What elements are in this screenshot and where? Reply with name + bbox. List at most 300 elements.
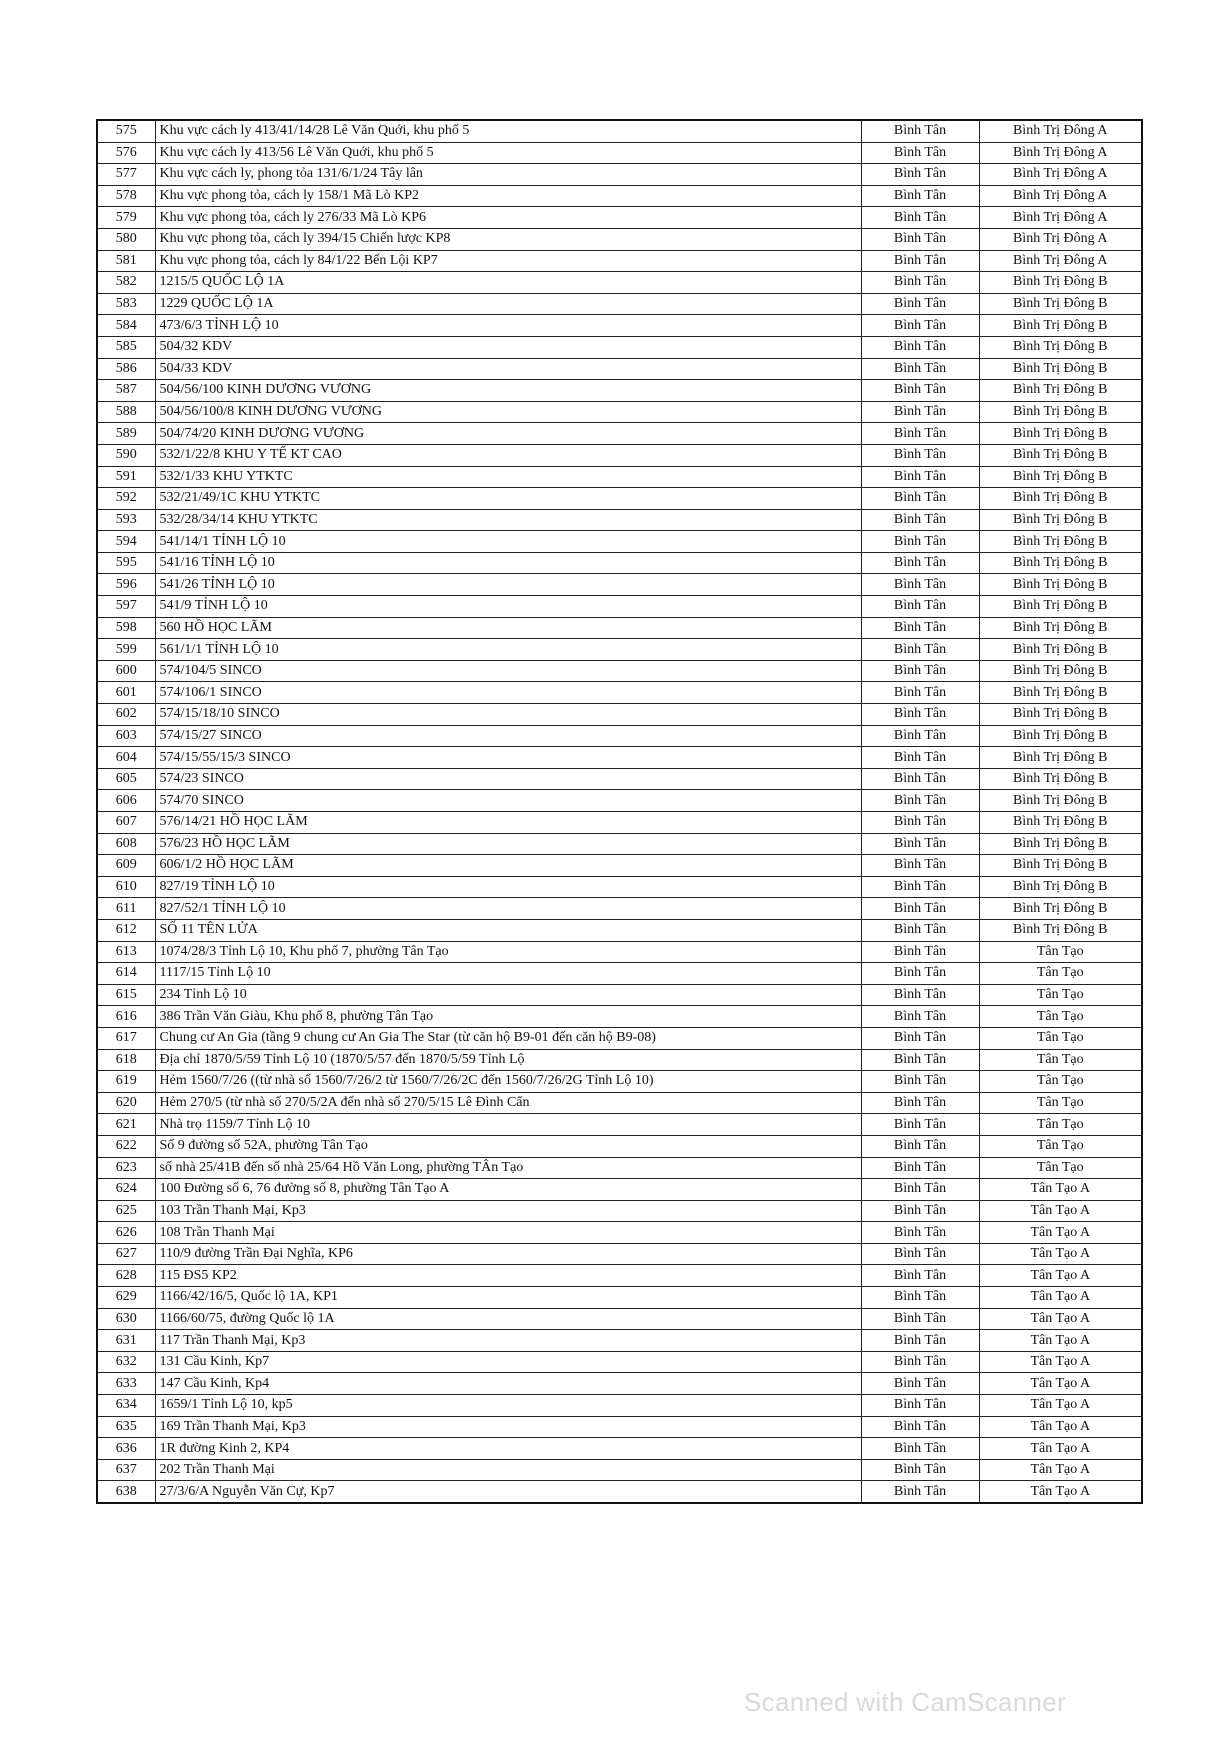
district-cell: Bình Tân bbox=[861, 963, 979, 985]
address-cell: 110/9 đường Trần Đại Nghĩa, KP6 bbox=[155, 1243, 861, 1265]
ward-cell: Bình Trị Đông B bbox=[979, 855, 1142, 877]
table-row bbox=[97, 272, 1142, 294]
ward-cell: Bình Trị Đông B bbox=[979, 790, 1142, 812]
ward-cell: Tân Tạo bbox=[979, 1006, 1142, 1028]
table-row bbox=[97, 293, 1142, 315]
ward-cell: Tân Tạo bbox=[979, 1049, 1142, 1071]
row-number-cell: 620 bbox=[97, 1092, 155, 1114]
ward-cell: Bình Trị Đông B bbox=[979, 876, 1142, 898]
table-row bbox=[97, 682, 1142, 704]
address-cell: 574/106/1 SINCO bbox=[155, 682, 861, 704]
row-number-cell: 589 bbox=[97, 423, 155, 445]
district-cell: Bình Tân bbox=[861, 207, 979, 229]
district-cell: Bình Tân bbox=[861, 444, 979, 466]
district-cell: Bình Tân bbox=[861, 164, 979, 186]
district-cell: Bình Tân bbox=[861, 855, 979, 877]
address-cell: 574/23 SINCO bbox=[155, 768, 861, 790]
district-cell: Bình Tân bbox=[861, 639, 979, 661]
ward-cell: Tân Tạo bbox=[979, 963, 1142, 985]
district-cell: Bình Tân bbox=[861, 1179, 979, 1201]
table-row bbox=[97, 1135, 1142, 1157]
address-cell: 1R đường Kinh 2, KP4 bbox=[155, 1438, 861, 1460]
row-number-cell: 607 bbox=[97, 812, 155, 834]
row-number-cell: 617 bbox=[97, 1027, 155, 1049]
table-row bbox=[97, 639, 1142, 661]
table-row bbox=[97, 898, 1142, 920]
address-cell: 504/56/100 KINH DƯƠNG VƯƠNG bbox=[155, 380, 861, 402]
table-row bbox=[97, 552, 1142, 574]
district-cell: Bình Tân bbox=[861, 466, 979, 488]
address-cell: 27/3/6/A Nguyễn Văn Cự, Kp7 bbox=[155, 1481, 861, 1503]
table-row bbox=[97, 984, 1142, 1006]
ward-cell: Tân Tạo bbox=[979, 1027, 1142, 1049]
ward-cell: Tân Tạo A bbox=[979, 1265, 1142, 1287]
row-number-cell: 611 bbox=[97, 898, 155, 920]
district-cell: Bình Tân bbox=[861, 833, 979, 855]
ward-cell: Bình Trị Đông B bbox=[979, 704, 1142, 726]
address-cell: 576/14/21 HỒ HỌC LÃM bbox=[155, 812, 861, 834]
row-number-cell: 609 bbox=[97, 855, 155, 877]
address-cell: 541/26 TỈNH LỘ 10 bbox=[155, 574, 861, 596]
district-cell: Bình Tân bbox=[861, 1027, 979, 1049]
ward-cell: Bình Trị Đông B bbox=[979, 531, 1142, 553]
address-cell: 117 Trần Thanh Mại, Kp3 bbox=[155, 1330, 861, 1352]
table-row bbox=[97, 1092, 1142, 1114]
address-cell: SỐ 11 TÊN LỬA bbox=[155, 919, 861, 941]
table-row bbox=[97, 380, 1142, 402]
row-number-cell: 638 bbox=[97, 1481, 155, 1503]
table-row bbox=[97, 228, 1142, 250]
district-cell: Bình Tân bbox=[861, 401, 979, 423]
table-body bbox=[97, 120, 1142, 1503]
address-cell: Hẻm 1560/7/26 ((từ nhà số 1560/7/26/2 từ 1560/7/26/2C đến 1560/7/26/2G Tỉnh Lộ 10) bbox=[155, 1071, 861, 1093]
district-cell: Bình Tân bbox=[861, 1092, 979, 1114]
table-row bbox=[97, 1330, 1142, 1352]
address-cell: Số 9 đường số 52A, phường Tân Tạo bbox=[155, 1135, 861, 1157]
ward-cell: Tân Tạo A bbox=[979, 1416, 1142, 1438]
district-cell: Bình Tân bbox=[861, 898, 979, 920]
district-cell: Bình Tân bbox=[861, 509, 979, 531]
table-row bbox=[97, 1481, 1142, 1503]
district-cell: Bình Tân bbox=[861, 228, 979, 250]
row-number-cell: 637 bbox=[97, 1459, 155, 1481]
ward-cell: Tân Tạo A bbox=[979, 1438, 1142, 1460]
address-cell: 574/15/27 SINCO bbox=[155, 725, 861, 747]
district-cell: Bình Tân bbox=[861, 617, 979, 639]
district-cell: Bình Tân bbox=[861, 876, 979, 898]
district-cell: Bình Tân bbox=[861, 1049, 979, 1071]
district-cell: Bình Tân bbox=[861, 1416, 979, 1438]
ward-cell: Bình Trị Đông A bbox=[979, 164, 1142, 186]
ward-cell: Tân Tạo A bbox=[979, 1287, 1142, 1309]
ward-cell: Tân Tạo bbox=[979, 1092, 1142, 1114]
table-row bbox=[97, 1071, 1142, 1093]
table-row bbox=[97, 1308, 1142, 1330]
table-row bbox=[97, 164, 1142, 186]
row-number-cell: 594 bbox=[97, 531, 155, 553]
district-cell: Bình Tân bbox=[861, 704, 979, 726]
address-cell: 1117/15 Tỉnh Lộ 10 bbox=[155, 963, 861, 985]
table-row bbox=[97, 358, 1142, 380]
table-row bbox=[97, 1459, 1142, 1481]
district-cell: Bình Tân bbox=[861, 1200, 979, 1222]
row-number-cell: 599 bbox=[97, 639, 155, 661]
address-cell: Khu vực cách ly, phong tỏa 131/6/1/24 Tây lân bbox=[155, 164, 861, 186]
table-row bbox=[97, 1351, 1142, 1373]
district-cell: Bình Tân bbox=[861, 812, 979, 834]
district-cell: Bình Tân bbox=[861, 1287, 979, 1309]
row-number-cell: 581 bbox=[97, 250, 155, 272]
table-row bbox=[97, 919, 1142, 941]
ward-cell: Bình Trị Đông B bbox=[979, 639, 1142, 661]
address-cell: Khu vực cách ly 413/41/14/28 Lê Văn Quới, khu phố 5 bbox=[155, 120, 861, 142]
table-row bbox=[97, 660, 1142, 682]
ward-cell: Bình Trị Đông B bbox=[979, 812, 1142, 834]
table-row bbox=[97, 812, 1142, 834]
district-cell: Bình Tân bbox=[861, 293, 979, 315]
ward-cell: Tân Tạo bbox=[979, 941, 1142, 963]
address-cell: 541/14/1 TỈNH LỘ 10 bbox=[155, 531, 861, 553]
row-number-cell: 633 bbox=[97, 1373, 155, 1395]
district-cell: Bình Tân bbox=[861, 531, 979, 553]
row-number-cell: 603 bbox=[97, 725, 155, 747]
address-cell: 541/9 TỈNH LỘ 10 bbox=[155, 596, 861, 618]
address-cell: 504/33 KDV bbox=[155, 358, 861, 380]
row-number-cell: 610 bbox=[97, 876, 155, 898]
address-cell: 541/16 TỈNH LỘ 10 bbox=[155, 552, 861, 574]
address-cell: 202 Trần Thanh Mại bbox=[155, 1459, 861, 1481]
table-row bbox=[97, 1027, 1142, 1049]
ward-cell: Bình Trị Đông B bbox=[979, 272, 1142, 294]
row-number-cell: 618 bbox=[97, 1049, 155, 1071]
table-row bbox=[97, 1114, 1142, 1136]
row-number-cell: 608 bbox=[97, 833, 155, 855]
row-number-cell: 597 bbox=[97, 596, 155, 618]
row-number-cell: 595 bbox=[97, 552, 155, 574]
table-row bbox=[97, 1222, 1142, 1244]
table-row bbox=[97, 768, 1142, 790]
address-cell: 827/52/1 TỈNH LỘ 10 bbox=[155, 898, 861, 920]
row-number-cell: 598 bbox=[97, 617, 155, 639]
district-cell: Bình Tân bbox=[861, 1114, 979, 1136]
district-cell: Bình Tân bbox=[861, 1135, 979, 1157]
address-cell: 147 Cầu Kinh, Kp4 bbox=[155, 1373, 861, 1395]
district-cell: Bình Tân bbox=[861, 488, 979, 510]
row-number-cell: 586 bbox=[97, 358, 155, 380]
table-row bbox=[97, 833, 1142, 855]
district-cell: Bình Tân bbox=[861, 1222, 979, 1244]
address-cell: 1659/1 Tỉnh Lộ 10, kp5 bbox=[155, 1395, 861, 1417]
row-number-cell: 587 bbox=[97, 380, 155, 402]
table-row bbox=[97, 1006, 1142, 1028]
row-number-cell: 626 bbox=[97, 1222, 155, 1244]
district-cell: Bình Tân bbox=[861, 1006, 979, 1028]
address-cell: 606/1/2 HỒ HỌC LÃM bbox=[155, 855, 861, 877]
ward-cell: Tân Tạo A bbox=[979, 1481, 1142, 1503]
ward-cell: Tân Tạo A bbox=[979, 1351, 1142, 1373]
row-number-cell: 627 bbox=[97, 1243, 155, 1265]
row-number-cell: 612 bbox=[97, 919, 155, 941]
row-number-cell: 590 bbox=[97, 444, 155, 466]
ward-cell: Bình Trị Đông B bbox=[979, 617, 1142, 639]
district-cell: Bình Tân bbox=[861, 120, 979, 142]
district-cell: Bình Tân bbox=[861, 984, 979, 1006]
ward-cell: Bình Trị Đông A bbox=[979, 250, 1142, 272]
address-cell: Khu vực phong tỏa, cách ly 394/15 Chiến lược KP8 bbox=[155, 228, 861, 250]
row-number-cell: 592 bbox=[97, 488, 155, 510]
row-number-cell: 629 bbox=[97, 1287, 155, 1309]
address-cell: 504/74/20 KINH DƯƠNG VƯƠNG bbox=[155, 423, 861, 445]
address-cell: 574/15/18/10 SINCO bbox=[155, 704, 861, 726]
ward-cell: Bình Trị Đông B bbox=[979, 919, 1142, 941]
address-cell: Địa chỉ 1870/5/59 Tỉnh Lộ 10 (1870/5/57 đến 1870/5/59 Tỉnh Lộ bbox=[155, 1049, 861, 1071]
district-cell: Bình Tân bbox=[861, 747, 979, 769]
row-number-cell: 628 bbox=[97, 1265, 155, 1287]
camscanner-watermark: Scanned with CamScanner bbox=[744, 1687, 1066, 1717]
table-row bbox=[97, 1179, 1142, 1201]
row-number-cell: 602 bbox=[97, 704, 155, 726]
table-row bbox=[97, 876, 1142, 898]
row-number-cell: 632 bbox=[97, 1351, 155, 1373]
district-cell: Bình Tân bbox=[861, 1459, 979, 1481]
table-row bbox=[97, 207, 1142, 229]
address-cell: 1166/60/75, đường Quốc lộ 1A bbox=[155, 1308, 861, 1330]
ward-cell: Tân Tạo bbox=[979, 1157, 1142, 1179]
address-cell: 115 ĐS5 KP2 bbox=[155, 1265, 861, 1287]
address-cell: 576/23 HỒ HỌC LÃM bbox=[155, 833, 861, 855]
ward-cell: Tân Tạo A bbox=[979, 1243, 1142, 1265]
table-row bbox=[97, 963, 1142, 985]
row-number-cell: 578 bbox=[97, 185, 155, 207]
table-row bbox=[97, 1395, 1142, 1417]
table-row bbox=[97, 1265, 1142, 1287]
district-cell: Bình Tân bbox=[861, 596, 979, 618]
ward-cell: Bình Trị Đông B bbox=[979, 660, 1142, 682]
address-cell: 561/1/1 TỈNH LỘ 10 bbox=[155, 639, 861, 661]
address-cell: 234 Tỉnh Lộ 10 bbox=[155, 984, 861, 1006]
ward-cell: Tân Tạo A bbox=[979, 1222, 1142, 1244]
ward-cell: Bình Trị Đông B bbox=[979, 466, 1142, 488]
row-number-cell: 615 bbox=[97, 984, 155, 1006]
table-row bbox=[97, 596, 1142, 618]
ward-cell: Bình Trị Đông A bbox=[979, 142, 1142, 164]
address-cell: 504/32 KDV bbox=[155, 336, 861, 358]
ward-cell: Bình Trị Đông B bbox=[979, 336, 1142, 358]
row-number-cell: 621 bbox=[97, 1114, 155, 1136]
row-number-cell: 593 bbox=[97, 509, 155, 531]
table-row bbox=[97, 488, 1142, 510]
ward-cell: Bình Trị Đông A bbox=[979, 228, 1142, 250]
address-cell: Nhà trọ 1159/7 Tỉnh Lộ 10 bbox=[155, 1114, 861, 1136]
row-number-cell: 604 bbox=[97, 747, 155, 769]
row-number-cell: 619 bbox=[97, 1071, 155, 1093]
ward-cell: Tân Tạo A bbox=[979, 1330, 1142, 1352]
row-number-cell: 634 bbox=[97, 1395, 155, 1417]
address-cell: 1229 QUỐC LỘ 1A bbox=[155, 293, 861, 315]
row-number-cell: 636 bbox=[97, 1438, 155, 1460]
ward-cell: Tân Tạo bbox=[979, 984, 1142, 1006]
ward-cell: Tân Tạo A bbox=[979, 1179, 1142, 1201]
ward-cell: Bình Trị Đông B bbox=[979, 898, 1142, 920]
table-row bbox=[97, 1243, 1142, 1265]
row-number-cell: 575 bbox=[97, 120, 155, 142]
ward-cell: Bình Trị Đông B bbox=[979, 747, 1142, 769]
district-cell: Bình Tân bbox=[861, 790, 979, 812]
table-row bbox=[97, 444, 1142, 466]
ward-cell: Bình Trị Đông B bbox=[979, 682, 1142, 704]
district-cell: Bình Tân bbox=[861, 552, 979, 574]
address-cell: số nhà 25/41B đến số nhà 25/64 Hồ Văn Long, phường TÂn Tạo bbox=[155, 1157, 861, 1179]
table-row bbox=[97, 401, 1142, 423]
table-row bbox=[97, 574, 1142, 596]
address-cell: Chung cư An Gia (tầng 9 chung cư An Gia The Star (từ căn hộ B9-01 đến căn hộ B9-08) bbox=[155, 1027, 861, 1049]
row-number-cell: 591 bbox=[97, 466, 155, 488]
address-cell: 532/21/49/1C KHU YTKTC bbox=[155, 488, 861, 510]
ward-cell: Bình Trị Đông B bbox=[979, 488, 1142, 510]
ward-cell: Tân Tạo A bbox=[979, 1373, 1142, 1395]
row-number-cell: 613 bbox=[97, 941, 155, 963]
ward-cell: Bình Trị Đông B bbox=[979, 509, 1142, 531]
ward-cell: Bình Trị Đông B bbox=[979, 552, 1142, 574]
address-cell: 386 Trần Văn Giàu, Khu phố 8, phường Tân Tạo bbox=[155, 1006, 861, 1028]
row-number-cell: 576 bbox=[97, 142, 155, 164]
ward-cell: Bình Trị Đông A bbox=[979, 207, 1142, 229]
row-number-cell: 584 bbox=[97, 315, 155, 337]
table-row bbox=[97, 1438, 1142, 1460]
address-cell: 574/70 SINCO bbox=[155, 790, 861, 812]
ward-cell: Tân Tạo bbox=[979, 1071, 1142, 1093]
district-cell: Bình Tân bbox=[861, 1157, 979, 1179]
address-cell: 131 Cầu Kinh, Kp7 bbox=[155, 1351, 861, 1373]
table-row bbox=[97, 855, 1142, 877]
address-cell: 100 Đường số 6, 76 đường số 8, phường Tân Tạo A bbox=[155, 1179, 861, 1201]
row-number-cell: 583 bbox=[97, 293, 155, 315]
ward-cell: Bình Trị Đông A bbox=[979, 120, 1142, 142]
ward-cell: Bình Trị Đông A bbox=[979, 185, 1142, 207]
address-cell: 532/28/34/14 KHU YTKTC bbox=[155, 509, 861, 531]
row-number-cell: 623 bbox=[97, 1157, 155, 1179]
row-number-cell: 585 bbox=[97, 336, 155, 358]
ward-cell: Bình Trị Đông B bbox=[979, 293, 1142, 315]
ward-cell: Bình Trị Đông B bbox=[979, 768, 1142, 790]
row-number-cell: 635 bbox=[97, 1416, 155, 1438]
table-row bbox=[97, 1200, 1142, 1222]
table-row bbox=[97, 790, 1142, 812]
row-number-cell: 601 bbox=[97, 682, 155, 704]
table-row bbox=[97, 1287, 1142, 1309]
table-row bbox=[97, 617, 1142, 639]
district-cell: Bình Tân bbox=[861, 336, 979, 358]
address-cell: 574/15/55/15/3 SINCO bbox=[155, 747, 861, 769]
row-number-cell: 580 bbox=[97, 228, 155, 250]
ward-cell: Bình Trị Đông B bbox=[979, 401, 1142, 423]
row-number-cell: 616 bbox=[97, 1006, 155, 1028]
district-cell: Bình Tân bbox=[861, 423, 979, 445]
ward-cell: Tân Tạo A bbox=[979, 1459, 1142, 1481]
ward-cell: Bình Trị Đông B bbox=[979, 380, 1142, 402]
ward-cell: Bình Trị Đông B bbox=[979, 725, 1142, 747]
district-cell: Bình Tân bbox=[861, 1395, 979, 1417]
district-cell: Bình Tân bbox=[861, 1351, 979, 1373]
district-cell: Bình Tân bbox=[861, 1373, 979, 1395]
address-cell: 1074/28/3 Tỉnh Lộ 10, Khu phố 7, phường Tân Tạo bbox=[155, 941, 861, 963]
row-number-cell: 624 bbox=[97, 1179, 155, 1201]
district-cell: Bình Tân bbox=[861, 1308, 979, 1330]
row-number-cell: 596 bbox=[97, 574, 155, 596]
row-number-cell: 622 bbox=[97, 1135, 155, 1157]
district-cell: Bình Tân bbox=[861, 315, 979, 337]
address-cell: 827/19 TỈNH LỘ 10 bbox=[155, 876, 861, 898]
district-cell: Bình Tân bbox=[861, 682, 979, 704]
address-cell: 560 HỒ HỌC LÃM bbox=[155, 617, 861, 639]
table-row bbox=[97, 1373, 1142, 1395]
ward-cell: Tân Tạo bbox=[979, 1135, 1142, 1157]
row-number-cell: 625 bbox=[97, 1200, 155, 1222]
row-number-cell: 630 bbox=[97, 1308, 155, 1330]
ward-cell: Bình Trị Đông B bbox=[979, 358, 1142, 380]
table-row bbox=[97, 1416, 1142, 1438]
row-number-cell: 579 bbox=[97, 207, 155, 229]
table-row bbox=[97, 747, 1142, 769]
table-row bbox=[97, 725, 1142, 747]
ward-cell: Tân Tạo A bbox=[979, 1308, 1142, 1330]
district-cell: Bình Tân bbox=[861, 250, 979, 272]
district-cell: Bình Tân bbox=[861, 185, 979, 207]
ward-cell: Bình Trị Đông B bbox=[979, 315, 1142, 337]
ward-cell: Bình Trị Đông B bbox=[979, 833, 1142, 855]
address-cell: 169 Trần Thanh Mại, Kp3 bbox=[155, 1416, 861, 1438]
address-cell: 532/1/22/8 KHU Y TẾ KT CAO bbox=[155, 444, 861, 466]
district-cell: Bình Tân bbox=[861, 1330, 979, 1352]
address-cell: Khu vực cách ly 413/56 Lê Văn Quới, khu phố 5 bbox=[155, 142, 861, 164]
district-cell: Bình Tân bbox=[861, 919, 979, 941]
table-row bbox=[97, 185, 1142, 207]
row-number-cell: 588 bbox=[97, 401, 155, 423]
table-row bbox=[97, 704, 1142, 726]
table-row bbox=[97, 120, 1142, 142]
district-cell: Bình Tân bbox=[861, 358, 979, 380]
address-cell: 574/104/5 SINCO bbox=[155, 660, 861, 682]
address-cell: Khu vực phong tỏa, cách ly 84/1/22 Bến Lội KP7 bbox=[155, 250, 861, 272]
table-row bbox=[97, 336, 1142, 358]
ward-cell: Tân Tạo A bbox=[979, 1200, 1142, 1222]
district-cell: Bình Tân bbox=[861, 725, 979, 747]
district-cell: Bình Tân bbox=[861, 1243, 979, 1265]
address-cell: 1215/5 QUỐC LỘ 1A bbox=[155, 272, 861, 294]
table-row bbox=[97, 941, 1142, 963]
table-row bbox=[97, 250, 1142, 272]
table-row bbox=[97, 509, 1142, 531]
table-row bbox=[97, 142, 1142, 164]
district-cell: Bình Tân bbox=[861, 380, 979, 402]
ward-cell: Tân Tạo bbox=[979, 1114, 1142, 1136]
table-row bbox=[97, 466, 1142, 488]
district-cell: Bình Tân bbox=[861, 660, 979, 682]
district-cell: Bình Tân bbox=[861, 1071, 979, 1093]
ward-cell: Bình Trị Đông B bbox=[979, 596, 1142, 618]
district-cell: Bình Tân bbox=[861, 768, 979, 790]
district-cell: Bình Tân bbox=[861, 142, 979, 164]
row-number-cell: 605 bbox=[97, 768, 155, 790]
ward-cell: Bình Trị Đông B bbox=[979, 574, 1142, 596]
district-cell: Bình Tân bbox=[861, 574, 979, 596]
row-number-cell: 577 bbox=[97, 164, 155, 186]
address-cell: Hẻm 270/5 (từ nhà số 270/5/2A đến nhà số 270/5/15 Lê Đình Cẩn bbox=[155, 1092, 861, 1114]
table-row bbox=[97, 1157, 1142, 1179]
address-cell: 103 Trần Thanh Mại, Kp3 bbox=[155, 1200, 861, 1222]
ward-cell: Bình Trị Đông B bbox=[979, 444, 1142, 466]
address-cell: 473/6/3 TỈNH LỘ 10 bbox=[155, 315, 861, 337]
